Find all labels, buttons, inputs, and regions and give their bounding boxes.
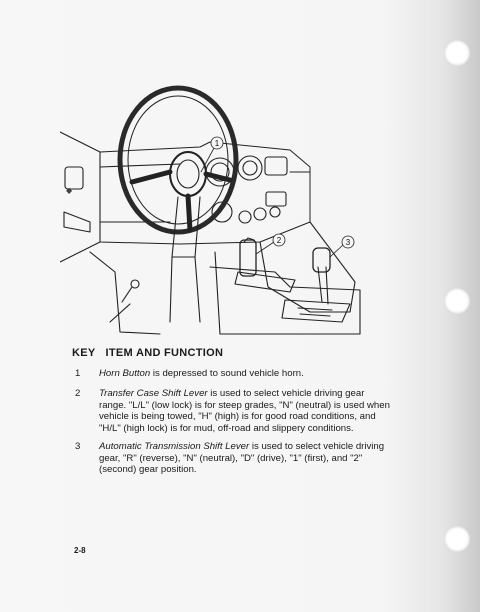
item-text: is depressed to sound vehicle horn. <box>150 368 304 379</box>
key-table-header <box>72 347 233 359</box>
key-column-heading: KEY <box>72 347 96 359</box>
item-number: 1 <box>75 368 81 379</box>
scan-speck: ◆ <box>66 186 73 195</box>
item-text: is used to select vehicle driving gear, "R" (reverse), "N" (neutral), "D" (drive), "1" (first), and "2" (second) gear position. <box>99 441 385 476</box>
item-number: 2 <box>75 388 81 399</box>
item-description <box>99 441 391 476</box>
item-name: Transfer Case Shift Lever <box>99 388 208 399</box>
binder-hole-top <box>444 40 470 66</box>
item-description <box>99 368 391 380</box>
item-name: Automatic Transmission Shift Lever <box>99 441 250 452</box>
binder-hole-middle <box>444 288 470 314</box>
page-number: 2-8 <box>74 546 86 555</box>
item-description <box>99 388 391 434</box>
item-number: 3 <box>75 441 81 452</box>
callout-2: 2 <box>276 236 282 245</box>
callout-3: 3 <box>345 238 351 247</box>
dashboard-illustration <box>60 72 380 342</box>
item-function-heading: ITEM AND FUNCTION <box>105 347 224 359</box>
item-text: is used to select vehicle driving gear range. "L/L" (low lock) is for steep grades, "N" (neutral) is used when vehicle is being towed, "H" (high) is for good road conditions, and "H/L" (high lock) is for mud, off-road and slippery conditions. <box>99 388 390 434</box>
binder-hole-bottom <box>444 526 470 552</box>
item-name: Horn Button <box>99 368 151 379</box>
callout-1: 1 <box>214 139 220 148</box>
